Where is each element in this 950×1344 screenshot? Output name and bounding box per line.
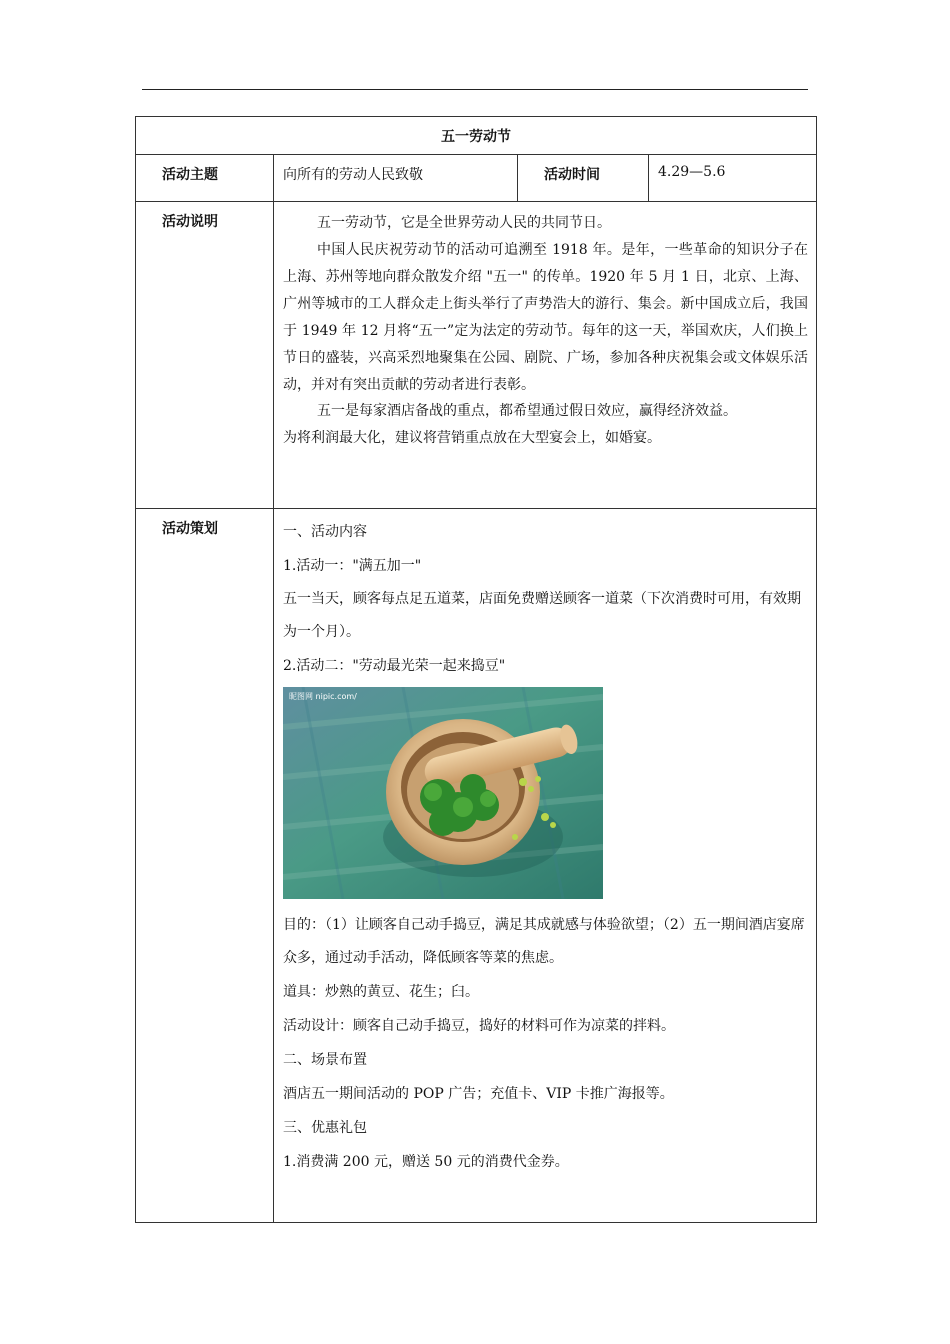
activity-1-title: 1.活动一："满五加一" xyxy=(283,558,422,574)
description-paragraph-4: 为将利润最大化，建议将营销重点放在大型宴会上，如婚宴。 xyxy=(283,430,661,446)
section-heading-content: 一、活动内容 xyxy=(283,524,367,540)
props-text: 道具：炒熟的黄豆、花生；臼。 xyxy=(283,984,479,1000)
activity-1-description: 五一当天，顾客每点足五道菜，店面免费赠送顾客一道菜（下次消费时可用，有效期为一个月）。 xyxy=(283,591,801,640)
activity-2-title: 2.活动二："劳动最光荣一起来捣豆" xyxy=(283,658,506,674)
image-watermark: 昵图网 nipic.com/ xyxy=(289,692,357,701)
plan-label: 活动策划 xyxy=(136,509,274,1223)
description-paragraph-2: 中国人民庆祝劳动节的活动可追溯至 1918 年。是年，一些革命的知识分子在上海、苏州等地向群众散发介绍 "五一" 的传单。1920 年 5 月 1 日，北京、上海、广州等城市的工人群众走上街头举行了声势浩大的游行、集会。新中国成立后，我国于 1949 年 12 月将“五一”定为法定的劳动节。每年的这一天，举国欢庆，人们换上节日的盛装，兴高采烈地聚集在公园、剧院、广场，参加各种庆祝集会或文体娱乐活动，并对有突出贡献的劳动者进行表彰。 xyxy=(283,242,808,393)
description-cell xyxy=(274,202,817,509)
description-paragraph-3: 五一是每家酒店备战的重点，都希望通过假日效应，赢得经济效益。 xyxy=(317,403,737,419)
time-label: 活动时间 xyxy=(518,155,649,202)
description-paragraph-1: 五一劳动节，它是全世界劳动人民的共同节日。 xyxy=(317,215,611,231)
header-rule xyxy=(142,89,808,90)
event-plan-table xyxy=(135,116,817,1223)
scene-text: 酒店五一期间活动的 POP 广告；充值卡、VIP 卡推广海报等。 xyxy=(283,1086,674,1102)
purpose-text: 目的：（1）让顾客自己动手捣豆，满足其成就感与体验欲望；（2）五一期间酒店宴席众多，通过动手活动，降低顾客等菜的焦虑。 xyxy=(283,917,805,966)
theme-label: 活动主题 xyxy=(136,155,274,202)
section-heading-scene: 二、场景布置 xyxy=(283,1052,367,1068)
mortar-pestle-photo xyxy=(283,687,603,899)
section-heading-offers: 三、优惠礼包 xyxy=(283,1120,367,1136)
theme-value: 向所有的劳动人民致敬 xyxy=(274,155,518,202)
plan-cell xyxy=(274,509,817,1223)
time-value: 4.29—5.6 xyxy=(649,155,817,202)
offer-1-text: 1.消费满 200 元，赠送 50 元的消费代金券。 xyxy=(283,1154,569,1170)
design-text: 活动设计：顾客自己动手捣豆，捣好的材料可作为凉菜的拌料。 xyxy=(283,1018,675,1034)
description-label: 活动说明 xyxy=(136,202,274,509)
document-title: 五一劳动节 xyxy=(136,117,817,155)
